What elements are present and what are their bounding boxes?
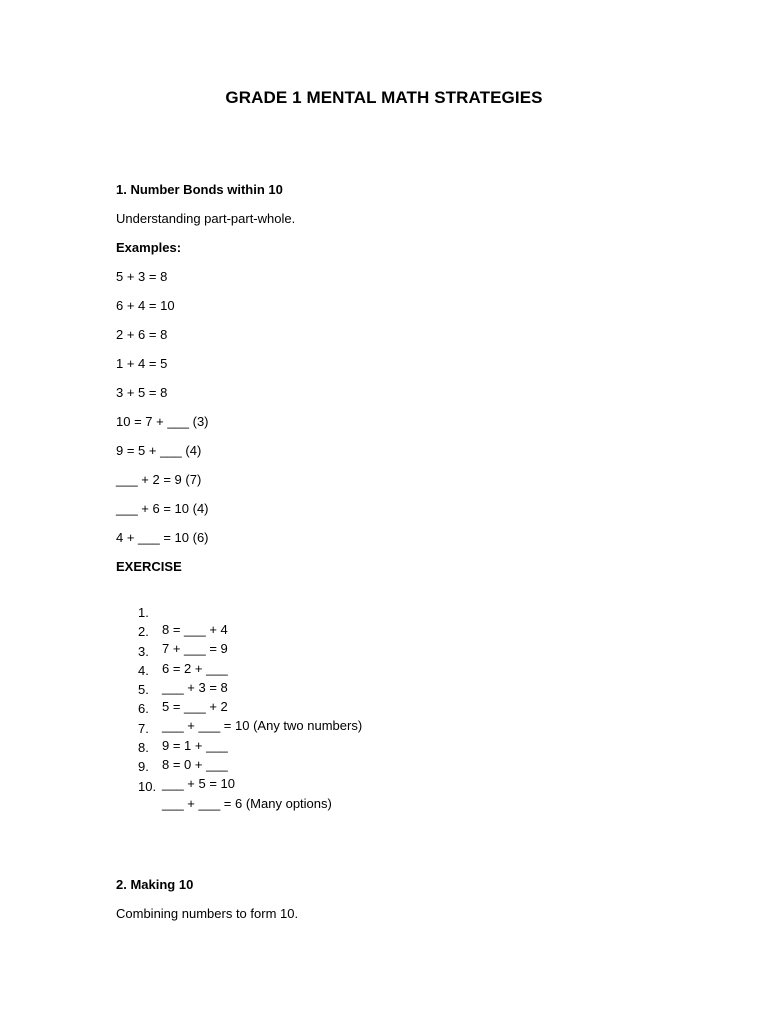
exercise-number: 9. <box>138 759 149 775</box>
exercise-text: 8 = 0 + ___ <box>162 757 228 773</box>
section-description: Understanding part-part-whole. <box>116 211 296 226</box>
example-line: 5 + 3 = 8 <box>116 269 168 284</box>
document-title: GRADE 1 MENTAL MATH STRATEGIES <box>225 88 543 107</box>
exercise-item <box>116 587 716 637</box>
exercise-number: 8. <box>138 740 149 756</box>
example-line: 2 + 6 = 8 <box>116 327 168 342</box>
section-number-bonds <box>116 181 716 811</box>
exercise-number: 5. <box>138 682 149 698</box>
exercise-label: EXERCISE <box>116 559 182 574</box>
exercise-number: 6. <box>138 701 149 717</box>
example-line: 3 + 5 = 8 <box>116 385 168 400</box>
exercise-number: 7. <box>138 720 149 736</box>
example-line: 9 = 5 + ___ (4) <box>116 443 202 458</box>
exercise-number: 2. <box>138 624 149 640</box>
section-heading: 2. Making 10 <box>116 877 194 892</box>
examples-label: Examples: <box>116 240 182 255</box>
exercise-text: ___ + ___ = 6 (Many options) <box>162 795 332 811</box>
section-description: Combining numbers to form 10. <box>116 906 299 921</box>
exercise-number: 3. <box>138 643 149 659</box>
exercise-text: 8 = ___ + 4 <box>162 622 228 637</box>
example-line: ___ + 2 = 9 (7) <box>116 472 202 487</box>
exercise-text: ___ + 5 = 10 <box>162 776 236 792</box>
exercise-text: ___ + 3 = 8 <box>162 679 228 695</box>
example-line: 1 + 4 = 5 <box>116 356 168 371</box>
exercise-text: 7 + ___ = 9 <box>162 641 228 657</box>
example-line: 4 + ___ = 10 (6) <box>116 530 209 545</box>
exercise-text: ___ + ___ = 10 (Any two numbers) <box>162 718 363 734</box>
exercise-list <box>116 587 716 811</box>
exercise-number: 4. <box>138 662 149 678</box>
exercise-text: 9 = 1 + ___ <box>162 737 228 753</box>
section-making-10 <box>116 876 716 934</box>
exercise-text: 5 = ___ + 2 <box>162 699 228 715</box>
exercise-number: 10. <box>138 778 157 794</box>
example-line: ___ + 6 = 10 (4) <box>116 501 209 516</box>
section-heading: 1. Number Bonds within 10 <box>116 182 283 197</box>
example-line: 10 = 7 + ___ (3) <box>116 414 209 429</box>
exercise-text: 6 = 2 + ___ <box>162 660 228 676</box>
exercise-number: 1. <box>138 605 149 620</box>
example-line: 6 + 4 = 10 <box>116 298 175 313</box>
